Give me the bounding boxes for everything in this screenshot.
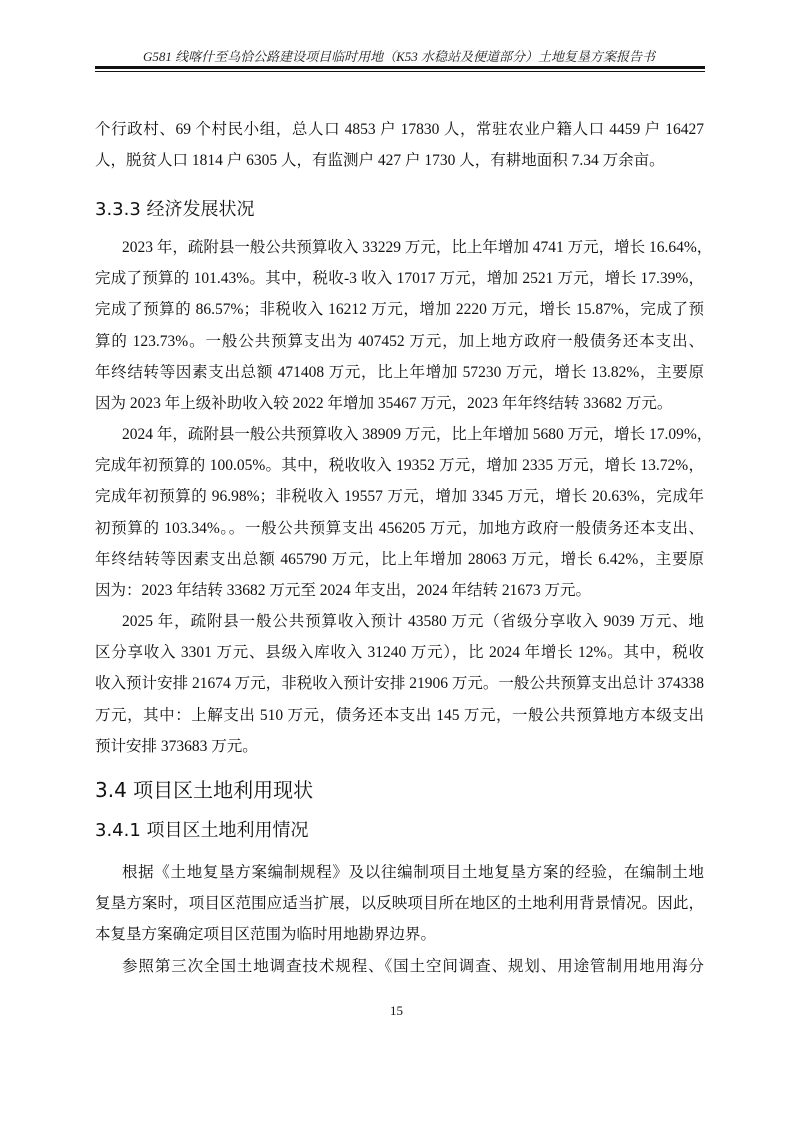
text-line: 完成年初预算的 100.05%。其中，税收收入 19352 万元，增加 2335 万元，增长 13.72%， [95, 457, 704, 475]
text-line: 2023 年，疏附县一般公共预算收入 33229 万元，比上年增加 4741 万元，增长 16.64%， [122, 239, 713, 256]
subsection-heading: 3.4.1 项目区土地利用情况 [95, 820, 309, 841]
paragraph [95, 951, 704, 982]
text-line: 参照第三次全国土地调查技术规程、《国土空间调查、规划、用途管制用地用海分 [122, 958, 704, 975]
text-line: 完成年初预算的 96.98%；非税收入 19557 万元，增加 3345 万元，增长 20.63%，完成年 [95, 488, 704, 506]
text-line: 个行政村、69 个村民小组，总人口 4853 户 17830 人，常驻农业户籍人口 4459 户 16427 [95, 121, 704, 138]
text-line: 预计安排 373683 万元。 [95, 737, 258, 755]
text-line: 根据《土地复垦方案编制规程》及以往编制项目土地复垦方案的经验，在编制土地 [122, 864, 704, 881]
text-line: 年终结转等因素支出总额 465790 万元，比上年增加 28063 万元，增长 6.42%，主要原 [95, 550, 704, 568]
text-line: 2025 年，疏附县一般公共预算收入预计 43580 万元（省级分享收入 9039 万元、地 [122, 613, 704, 630]
text-line: 收入预计安排 21674 万元，非税收入预计安排 21906 万元。一般公共预算支出总计 374338 [95, 675, 704, 693]
paragraph [95, 114, 704, 176]
text-line: 区分享收入 3301 万元、县级入库收入 31240 万元），比 2024 年增长 12%。其中，税收 [95, 644, 704, 662]
running-header: G581 线喀什至乌恰公路建设项目临时用地（K53 水稳站及便道部分）土地复垦方案报告书 [142, 49, 656, 64]
text-line: 因为 2023 年上级补助收入较 2022 年增加 35467 万元，2023 年年终结转 33682 万元。 [95, 394, 673, 412]
paragraph [95, 606, 704, 762]
text-line: 年终结转等因素支出总额 471408 万元，比上年增加 57230 万元，增长 13.82%，主要原 [95, 363, 704, 381]
header-rule-thick [95, 66, 705, 69]
text-line: 本复垦方案确定项目区范围为临时用地勘界边界。 [95, 926, 437, 944]
header-rule-thin [95, 71, 705, 72]
text-line: 因为：2023 年结转 33682 万元至 2024 年支出，2024 年结转 21673 万元。 [95, 581, 592, 599]
text-line: 初预算的 103.34%。。一般公共预算支出 456205 万元，加地方政府一般债务还本支出、 [95, 519, 704, 537]
text-line: 复垦方案时，项目区范围应适当扩展，以反映项目所在地区的土地利用背景情况。因此， [95, 895, 704, 913]
section-heading: 3.4 项目区土地利用现状 [95, 778, 314, 802]
paragraph [95, 232, 713, 419]
text-line: 完成了预算的 101.43%。其中，税收-3 收入 17017 万元，增加 2521 万元，增长 17.39%， [95, 270, 704, 288]
text-line: 万元，其中：上解支出 510 万元，债务还本支出 145 万元，一般公共预算地方本级支出 [95, 706, 704, 724]
text-line: 算的 123.73%。一般公共预算支出为 407452 万元，加上地方政府一般债务还本支出、 [95, 332, 704, 350]
text-line: 人，脱贫人口 1814 户 6305 人，有监测户 427 户 1730 人，有耕地面积 7.34 万余亩。 [95, 152, 665, 170]
paragraph [95, 419, 713, 606]
text-line: 2024 年，疏附县一般公共预算收入 38909 万元，比上年增加 5680 万元，增长 17.09%， [122, 426, 713, 443]
page-number: 15 [390, 1003, 403, 1018]
text-line: 完成了预算的 86.57%；非税收入 16212 万元，增加 2220 万元，增长 15.87%，完成了预 [95, 301, 704, 319]
paragraph [95, 857, 704, 951]
subsection-heading: 3.3.3 经济发展状况 [95, 199, 255, 220]
